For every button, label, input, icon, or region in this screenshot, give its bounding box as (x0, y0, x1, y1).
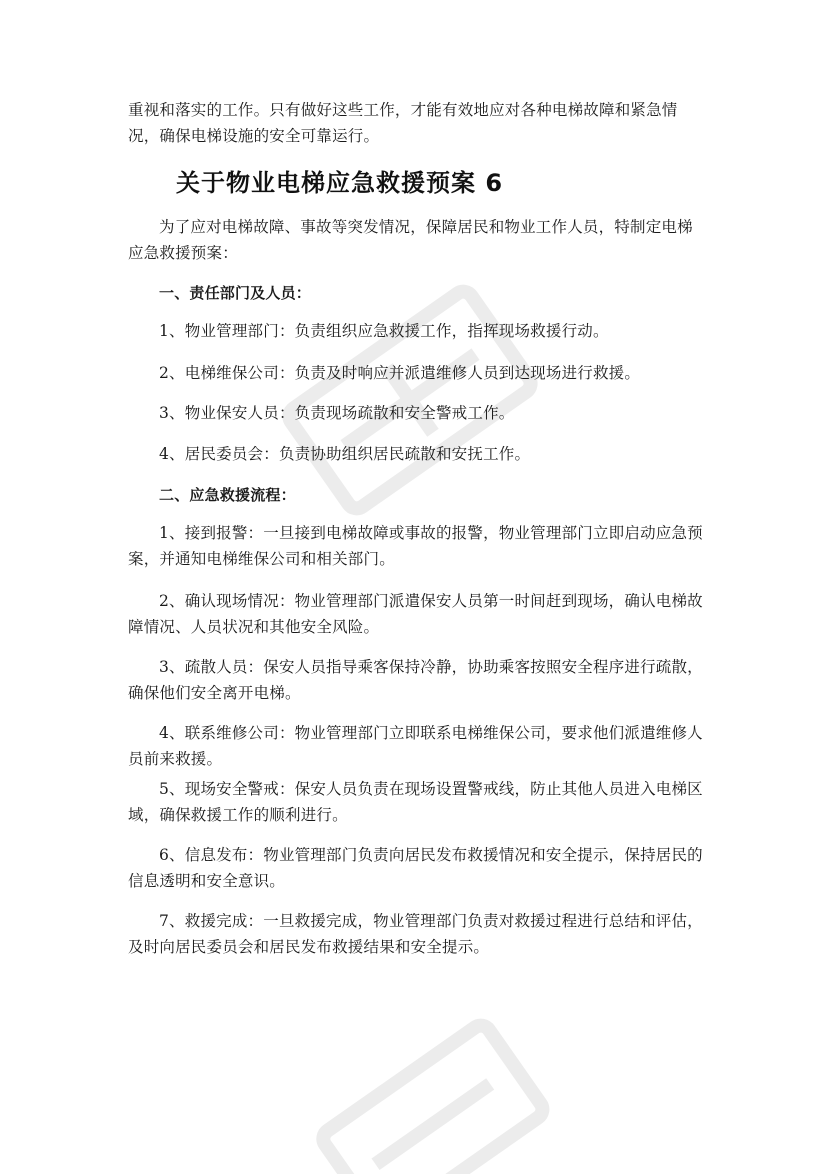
section2-item-7: 7、救援完成：一旦救援完成，物业管理部门负责对救援过程进行总结和评估，及时向居民委员会和居民发布救援结果和安全提示。 (128, 912, 703, 956)
section1-item-3: 3、物业保安人员：负责现场疏散和安全警戒工作。 (159, 404, 515, 422)
intro-paragraph: 重视和落实的工作。只有做好这些工作，才能有效地应对各种电梯故障和紧急情况，确保电梯设施的安全可靠运行。 (128, 101, 678, 145)
section2-item-4: 4、联系维修公司：物业管理部门立即联系电梯维保公司，要求他们派遣维修人员前来救援。 (128, 724, 703, 768)
document-title: 关于物业电梯应急救援预案 6 (176, 169, 504, 197)
section1-item-2: 2、电梯维保公司：负责及时响应并派遣维修人员到达现场进行救援。 (159, 364, 641, 382)
section2-item-5: 5、现场安全警戒：保安人员负责在现场设置警戒线，防止其他人员进入电梯区域，确保救援工作的顺利进行。 (128, 780, 703, 824)
lead-paragraph: 为了应对电梯故障、事故等突发情况，保障居民和物业工作人员，特制定电梯应急救援预案： (128, 218, 693, 262)
section2-heading: 二、应急救援流程： (159, 486, 296, 504)
section2-item-2: 2、确认现场情况：物业管理部门派遣保安人员第一时间赶到现场，确认电梯故障情况、人员状况和其他安全风险。 (128, 592, 703, 636)
watermark-stamp-bottom (300, 1010, 560, 1174)
section2-item-6: 6、信息发布：物业管理部门负责向居民发布救援情况和安全提示，保持居民的信息透明和安全意识。 (128, 846, 703, 890)
section2-item-1: 1、接到报警：一旦接到电梯故障或事故的报警，物业管理部门立即启动应急预案，并通知电梯维保公司和相关部门。 (128, 524, 703, 568)
section1-heading: 一、责任部门及人员： (159, 284, 312, 302)
section1-item-4: 4、居民委员会：负责协助组织居民疏散和安抚工作。 (159, 445, 531, 463)
section1-item-1: 1、物业管理部门：负责组织应急救援工作，指挥现场救援行动。 (159, 322, 609, 340)
section2-item-3: 3、疏散人员：保安人员指导乘客保持冷静，协助乘客按照安全程序进行疏散，确保他们安全离开电梯。 (128, 658, 703, 702)
